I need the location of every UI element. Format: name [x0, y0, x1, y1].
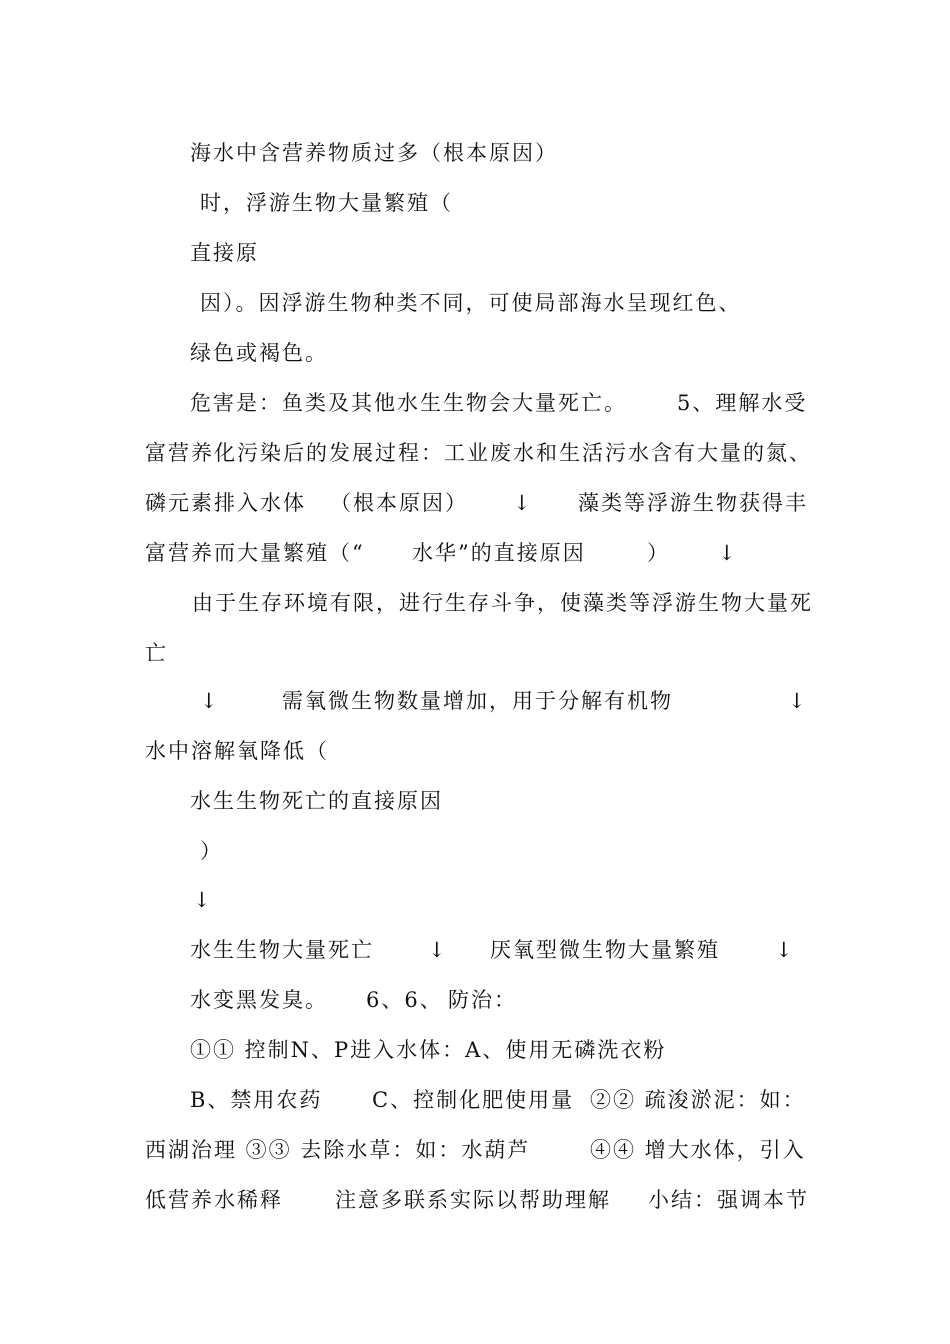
text-line: 水变黑发臭。	[190, 988, 328, 1012]
text-line: 西湖治理 ③③ 去除水草：如：水葫芦	[145, 1138, 531, 1162]
text-line: （根本原因）	[330, 491, 468, 515]
text-line: 海水中含营养物质过多（根本原因）	[190, 141, 558, 165]
text-line: ①① 控制N、P进入水体：A、使用无磷洗衣粉	[190, 1038, 667, 1062]
text-line: 绿色或褐色。	[190, 341, 328, 365]
arrow-down-icon: ↓	[428, 938, 448, 962]
text-line: 直接原	[190, 241, 259, 265]
text-line: ②② 疏浚淤泥：如：	[590, 1088, 806, 1112]
text-line: 由于生存环境有限，进行生存斗争，使藻类等浮游生物大量死	[192, 591, 813, 615]
text-line: 因）。因浮游生物种类不同，可使局部海水呈现红色、	[200, 291, 742, 315]
text-line: 水生生物大量死亡	[190, 938, 374, 962]
arrow-down-icon: ↓	[775, 938, 795, 962]
text-line: 藻类等浮游生物获得丰	[578, 491, 808, 515]
text-line: 亡	[145, 641, 168, 665]
text-line: 厌氧型微生物大量繁殖	[490, 938, 720, 962]
arrow-down-icon: ↓	[513, 491, 533, 515]
text-line: 水华”的直接原因	[412, 541, 586, 565]
arrow-down-icon: ↓	[193, 888, 213, 912]
text-line: 富营养而大量繁殖（“	[145, 541, 365, 565]
text-line: 水中溶解氧降低（	[145, 739, 329, 763]
text-line: 低营养水稀释	[145, 1188, 283, 1212]
text-line: B、禁用农药	[190, 1088, 323, 1112]
text-line: 富营养化污染后的发展过程：工业废水和生活污水含有大量的氮、	[145, 441, 812, 465]
text-line: ）	[200, 839, 223, 863]
text-line: 小结：强调本节	[648, 1188, 809, 1212]
text-line: 时，浮游生物大量繁殖（	[200, 191, 453, 215]
text-line: ）	[647, 541, 670, 565]
arrow-down-icon: ↓	[718, 541, 738, 565]
text-line: ④④ 增大水体，引入	[590, 1138, 806, 1162]
arrow-down-icon: ↓	[200, 689, 220, 713]
text-line: 磷元素排入水体	[145, 491, 306, 515]
text-line: 水生生物死亡的直接原因	[190, 789, 443, 813]
arrow-down-icon: ↓	[788, 689, 808, 713]
text-line: 需氧微生物数量增加，用于分解有机物	[282, 689, 673, 713]
text-line: 危害是：鱼类及其他水生生物会大量死亡。	[190, 391, 627, 415]
text-line: 5、理解水受	[677, 391, 808, 415]
text-line: 6、6、	[366, 988, 443, 1012]
text-line: 注意多联系实际以帮助理解	[335, 1188, 611, 1212]
text-line: 防治：	[448, 988, 517, 1012]
text-line: C、控制化肥使用量	[372, 1088, 575, 1112]
